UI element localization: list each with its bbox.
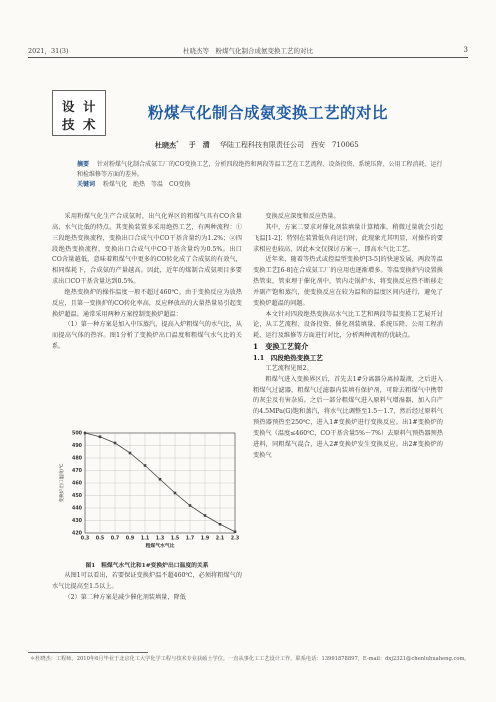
abstract-text: 针对粉煤气化制合成氨工厂的CO变换工艺，分析四段绝热和两段等温工艺在工艺流程、设备投资、系统压降、公用工程消耗、运行和检维修等方面的差异。 xyxy=(77,161,443,178)
x-tick-label: 0.5 xyxy=(95,536,105,542)
column-tag-char: 设 xyxy=(62,99,81,114)
x-tick-label: 0.9 xyxy=(125,536,135,542)
author-line xyxy=(155,140,359,150)
author-mark: * xyxy=(176,140,179,146)
paragraph: （2）第二种方案是减少催化剂装填量，降低 xyxy=(64,593,186,601)
figure-1-chart xyxy=(55,425,241,558)
paragraph: 从图1可以看出，若要保证变换炉温不超460℃，必须将粗煤气的水气比提高至1.5以上。 xyxy=(52,572,242,590)
subsection-heading: 1.1 四段绝热变换工艺 xyxy=(253,353,323,362)
x-axis-label: 粗煤气水气比 xyxy=(145,544,175,549)
paragraph: 工艺流程见图2。 xyxy=(265,364,313,372)
page-number: 3 xyxy=(463,46,468,54)
x-tick-label: 1.7 xyxy=(185,536,195,542)
x-tick-label: 2.1 xyxy=(215,536,225,542)
data-point xyxy=(204,514,207,517)
running-title: 杜晓杰等 粉煤气化制合成氨变换工艺的对比 xyxy=(183,47,313,55)
paragraph: 粗煤气进入变换界区后，首先去1#分离器分离掉凝液，之后进入粗煤气过滤器，粗煤气过滤器内装填有保护剂，可除去粗煤气中携带的灰尘及有害杂质。之后一部分粗煤气进入原料气增湿器，加入自产的4.5MPa(G)饱和蒸汽，将水气比调整至1.5～1.7，然后经过原料气预热器预热至250℃，进入1#变换炉进行变换反应。出1#变换炉的变换气（温度≤460℃，CO干基含量5%～7%）去原料气预热器预热进料，同粗煤气混合，进入2#变换炉发生变换反应。出2#变换炉的变换气 xyxy=(253,375,443,459)
x-tick-label: 1.1 xyxy=(140,536,150,542)
abstract-block xyxy=(77,160,447,190)
x-tick-label: 0.3 xyxy=(80,536,90,542)
data-point xyxy=(129,452,132,455)
paragraph: 本文针对四段绝热变换高水气比工艺和两段等温变换工艺展开讨论，从工艺流程、设备投资、催化剂装填量、系统压降、公用工程消耗、运行及维修等方面进行对比，分析两种流程的优缺点。 xyxy=(253,310,443,340)
figure-caption: 图1 粗煤气水气比和1#变换炉出口温度的关系 xyxy=(85,563,209,569)
y-tick-label: 450 xyxy=(71,494,82,500)
article-title: 粉煤气化制合成氨变换工艺的对比 xyxy=(148,103,389,122)
y-tick-label: 490 xyxy=(71,444,82,450)
paragraph: 绝热变换炉的操作温度一般不超过460℃。由于变换反应为放热反应，且第一变换炉的CO转化率高，反应释放出的大量热量易引起变换炉超温。通常采用两种方案控制变换炉超温： xyxy=(52,288,242,318)
x-tick-labels xyxy=(81,536,240,542)
y-tick-label: 460 xyxy=(71,481,82,487)
chart-grid xyxy=(85,433,235,533)
author-affiliation: 华陆工程科技有限责任公司 西安 710065 xyxy=(219,141,359,150)
data-point xyxy=(189,504,192,507)
footnote-rule xyxy=(28,652,148,653)
data-point xyxy=(174,492,177,495)
paragraph: （1）第一种方案是加入中压蒸汽，提高入炉粗煤气的水气比，从而提高气体的热容。图1分析了变换炉出口温度和粗煤气水气比的关系。 xyxy=(52,321,242,351)
data-point xyxy=(219,523,222,526)
column-tag-char: 技 xyxy=(62,117,81,132)
right-column xyxy=(253,212,443,461)
paragraph: 变换反应深度和反应热量。 xyxy=(265,213,340,220)
data-point xyxy=(234,530,237,533)
y-tick-label: 420 xyxy=(71,531,82,537)
paragraph: 采用粉煤气化生产合成氨时，出气化界区的粗煤气具有CO含量高、水气比低的特点。其变换装置多采用绝热工艺，有两种流程：①三段绝热变换流程，变换出口合成气中CO干基含量约为1.2%；②四段绝热变换流程，变换出口合成气中CO干基含量约为0.5%。出口CO含量越低，意味着粗煤气中更多的CO转化成了合成氨的有效气，相同煤耗下，合成氨的产量越高。因此，近年的煤制合成氨项目多要求出口CO干基含量达到0.5%。 xyxy=(52,213,242,286)
x-tick-label: 1.9 xyxy=(200,536,210,542)
paragraph: 其中，方案二要求对催化剂装填量计算精准，稍微过量就会引起飞温[1-2]；特别在装置低负荷运行时，此现象尤其明显，对操作的要求相应也较高，因此本文仅探讨方案一，即高水气比工艺。 xyxy=(253,223,443,253)
keywords-label: 关键词 xyxy=(77,181,96,188)
x-tick-label: 1.5 xyxy=(170,536,180,542)
left-column xyxy=(52,212,242,353)
paragraph: 近年来，随着等热式或控温型变换炉[3-5]的快速发展，两段等温变换工艺[6-8]在合成氨工厂的应用也逐渐增多。等温变换炉内设置换热管束，管束埋于催化剂中，管内走锅炉水，将变换反应热不断移走并副产饱和蒸汽，使变换反应在较为温和的温度区间内进行，避免了变换炉超温的问题。 xyxy=(253,256,443,307)
x-tick-label: 2.3 xyxy=(230,536,240,542)
left-column-continued xyxy=(52,571,242,604)
y-axis-label: 变换炉出口温度/℃ xyxy=(60,463,65,503)
y-tick-label: 430 xyxy=(71,519,82,525)
author-name-2: 于 清 xyxy=(188,140,210,150)
y-tick-labels xyxy=(72,431,83,537)
y-tick-label: 500 xyxy=(71,431,82,437)
y-tick-label: 440 xyxy=(71,506,82,512)
column-tag-char: 计 xyxy=(83,99,102,114)
keywords-text: 粉煤气化 绝热 等温 CO变换 xyxy=(103,181,191,188)
footnote: ＊杜晓杰：工程师。2010年6月毕业于北京化工大学化学工程与技术专业获硕士学位。一直从事化工工艺设计工作。联系电话：13991878897，E-mail：dxj2321@chenluhuaheng.com。 xyxy=(30,656,470,662)
y-tick-label: 470 xyxy=(71,469,82,475)
column-tag xyxy=(52,90,106,136)
header-rule xyxy=(28,57,468,58)
data-point xyxy=(144,464,147,467)
author-name: 杜晓杰 xyxy=(155,140,176,150)
data-point xyxy=(159,478,162,481)
issue-info: 2021，31(3) xyxy=(28,47,69,55)
column-tag-char: 术 xyxy=(83,117,102,132)
data-point xyxy=(99,435,102,438)
data-point xyxy=(84,432,87,435)
x-tick-label: 0.7 xyxy=(110,536,120,542)
abstract-label: 摘要 xyxy=(77,161,90,168)
section-heading: 1 变换工艺简介 xyxy=(253,342,309,352)
y-tick-label: 480 xyxy=(71,456,82,462)
x-tick-label: 1.3 xyxy=(155,536,165,542)
data-point xyxy=(114,442,117,445)
